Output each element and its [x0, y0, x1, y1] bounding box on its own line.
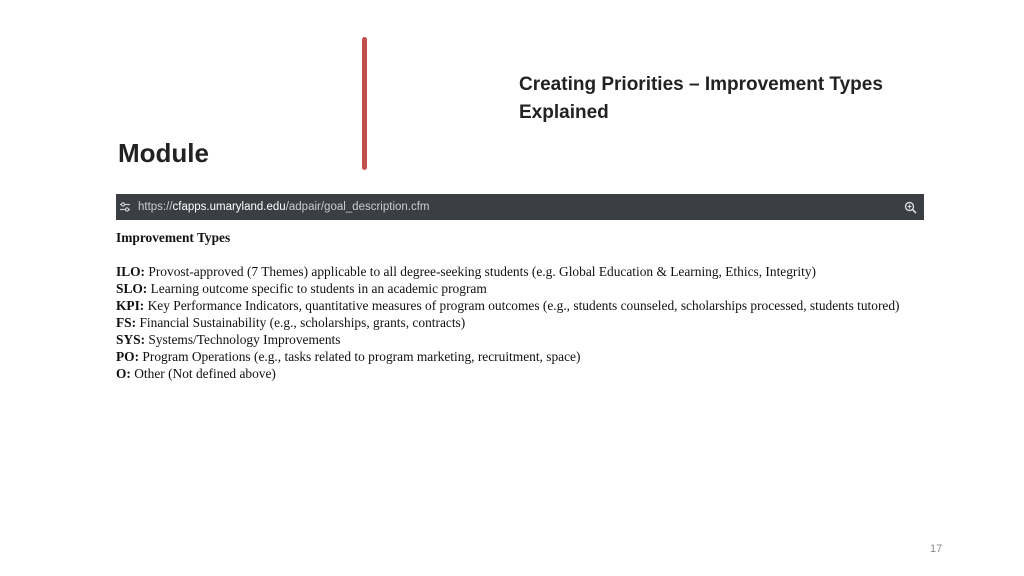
list-item — [116, 280, 916, 297]
list-item — [116, 348, 916, 365]
slide-title: Creating Priorities – Improvement Types Explained — [519, 74, 883, 123]
item-text: Systems/Technology Improvements — [148, 332, 341, 347]
url-scheme: https:// — [138, 201, 173, 213]
item-code: KPI: — [116, 298, 145, 313]
item-text: Program Operations (e.g., tasks related to program marketing, recruitment, space) — [142, 349, 581, 364]
tune-icon[interactable] — [118, 200, 132, 214]
item-text: Key Performance Indicators, quantitative measures of program outcomes (e.g., students counseled, scholarships processed, students tutored) — [147, 298, 900, 313]
item-code: O: — [116, 366, 131, 381]
item-code: FS: — [116, 315, 137, 330]
url-host: cfapps.umaryland.edu — [172, 201, 286, 213]
browser-address-bar[interactable] — [116, 194, 924, 220]
document-heading: Improvement Types — [116, 230, 231, 245]
list-item — [116, 314, 916, 331]
vertical-divider — [362, 37, 367, 170]
item-code: ILO: — [116, 264, 146, 279]
item-code: PO: — [116, 349, 140, 364]
item-text: Learning outcome specific to students in an academic program — [150, 281, 487, 296]
item-text: Provost-approved (7 Themes) applicable to all degree-seeking students (e.g. Global Education & Learning, Ethics, Integrity) — [148, 264, 816, 279]
improvement-types-document — [116, 229, 916, 382]
list-item — [116, 331, 916, 348]
improvement-types-list — [116, 263, 916, 382]
url-text[interactable] — [138, 201, 430, 213]
list-item — [116, 263, 916, 280]
item-text: Other (Not defined above) — [134, 366, 276, 381]
item-text: Financial Sustainability (e.g., scholarships, grants, contracts) — [139, 315, 466, 330]
item-code: SLO: — [116, 281, 148, 296]
list-item — [116, 365, 916, 382]
list-item — [116, 297, 916, 314]
url-path: /adpair/goal_description.cfm — [285, 201, 430, 213]
module-label: Module — [118, 138, 209, 168]
item-code: SYS: — [116, 332, 146, 347]
zoom-in-icon[interactable] — [902, 199, 918, 215]
page-number: 17 — [930, 543, 943, 555]
